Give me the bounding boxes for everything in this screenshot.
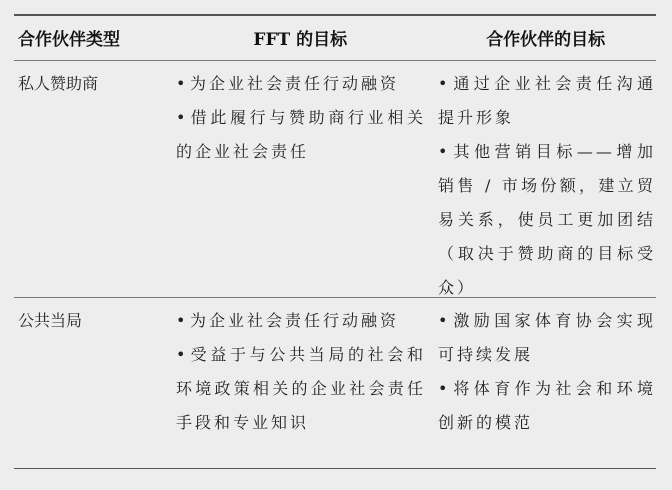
list-item: • 受益于与公共当局的社会和环境政策相关的企业社会责任手段和专业知识 [176,338,426,440]
list-item: • 为企业社会责任行动融资 [176,304,426,338]
partner-goals-table [14,14,656,469]
bullet-icon: • [176,107,186,127]
partner-goals-cell [434,304,656,462]
bullet-icon: • [176,73,186,93]
table-header-row [14,16,656,60]
table-bottom-rule [14,468,656,470]
list-item: • 将体育作为社会和环境创新的模范 [438,372,656,440]
list-item: • 借此履行与赞助商行业相关的企业社会责任 [176,101,426,169]
partner-goals-cell [434,67,656,297]
bullet-icon: • [438,378,448,398]
table-row [14,61,656,297]
bullet-icon: • [438,73,448,93]
table-row [14,298,656,468]
list-item: • 其他营销目标——增加销售 / 市场份额，建立贸易关系，使员工更加团结（取决于赞助商的目标受众） [438,135,656,305]
header-partner-goals: 合作伙伴的目标 [486,30,606,50]
partner-type-cell: 公共当局 [18,310,83,330]
bullet-icon: • [438,141,448,161]
header-partner-type: 合作伙伴类型 [18,30,120,50]
header-fft-goals: FFT 的目标 [253,30,348,50]
bullet-icon: • [176,344,186,364]
partner-type-cell: 私人赞助商 [18,73,99,93]
list-item: • 通过企业社会责任沟通提升形象 [438,67,656,135]
list-item: • 为企业社会责任行动融资 [176,67,426,101]
fft-goals-cell [162,67,434,291]
bullet-icon: • [438,310,448,330]
list-item: • 激励国家体育协会实现可持续发展 [438,304,656,372]
fft-goals-cell [162,304,434,462]
bullet-icon: • [176,310,186,330]
